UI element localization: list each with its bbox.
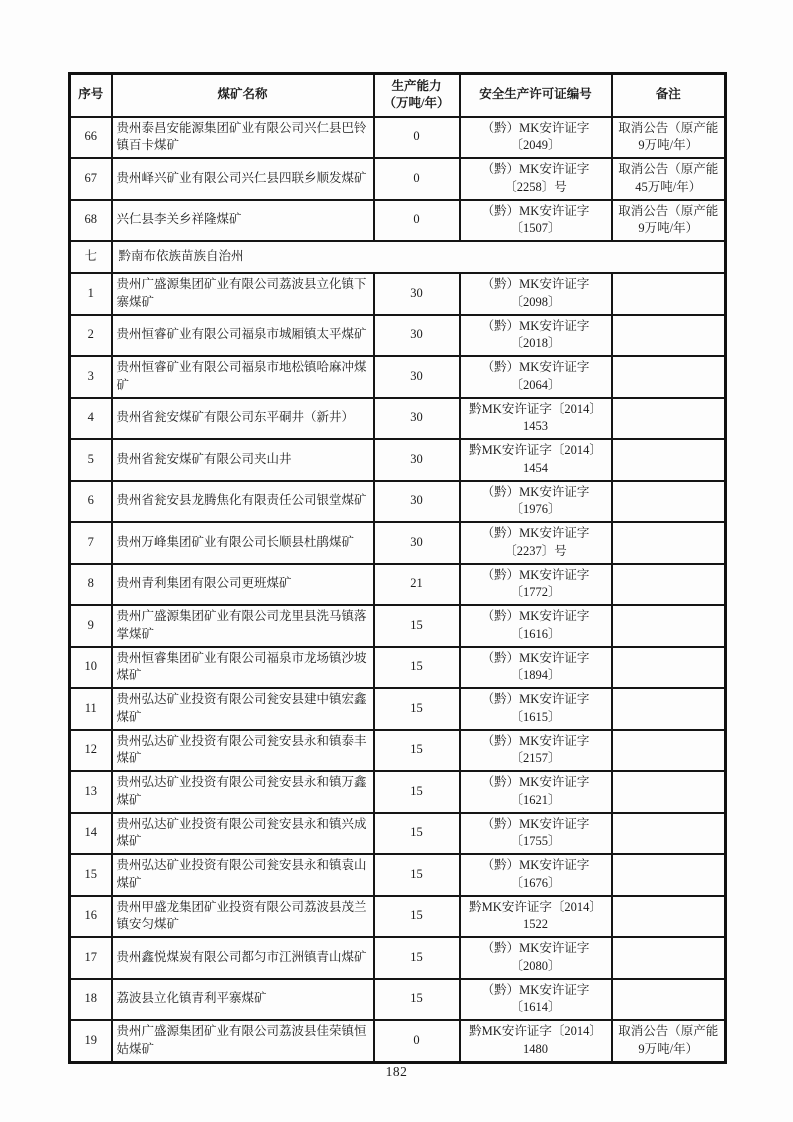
license-number: （黔）MK安许证字〔1976〕 xyxy=(460,481,612,523)
row-index: 17 xyxy=(70,937,112,979)
capacity-value: 15 xyxy=(374,730,460,772)
table-header-row xyxy=(70,74,726,117)
row-index: 1 xyxy=(70,273,112,315)
header-capacity xyxy=(374,74,460,117)
license-number: （黔）MK安许证字〔2258〕号 xyxy=(460,158,612,200)
capacity-value: 15 xyxy=(374,854,460,896)
license-number: （黔）MK安许证字〔1755〕 xyxy=(460,813,612,855)
license-number: （黔）MK安许证字〔2064〕 xyxy=(460,356,612,398)
remark-text xyxy=(612,522,726,564)
mine-name: 贵州广盛源集团矿业有限公司龙里县洗马镇落掌煤矿 xyxy=(112,605,374,647)
table-row xyxy=(70,481,726,523)
row-index: 11 xyxy=(70,688,112,730)
license-number: 黔MK安许证字〔2014〕1522 xyxy=(460,896,612,938)
capacity-value: 21 xyxy=(374,564,460,606)
license-number: （黔）MK安许证字〔1621〕 xyxy=(460,771,612,813)
row-index: 4 xyxy=(70,398,112,440)
remark-text xyxy=(612,398,726,440)
remark-text xyxy=(612,896,726,938)
capacity-value: 30 xyxy=(374,522,460,564)
table-row xyxy=(70,117,726,159)
row-index: 19 xyxy=(70,1020,112,1062)
table-row xyxy=(70,688,726,730)
mine-name: 贵州省瓮安煤矿有限公司东平硐井（新井） xyxy=(112,398,374,440)
capacity-value: 30 xyxy=(374,356,460,398)
license-number: （黔）MK安许证字〔2237〕号 xyxy=(460,522,612,564)
remark-text xyxy=(612,356,726,398)
row-index: 18 xyxy=(70,979,112,1021)
row-index: 3 xyxy=(70,356,112,398)
license-number: （黔）MK安许证字〔1616〕 xyxy=(460,605,612,647)
capacity-value: 15 xyxy=(374,647,460,689)
table-row xyxy=(70,1020,726,1062)
row-index: 14 xyxy=(70,813,112,855)
table-row xyxy=(70,605,726,647)
mine-name: 贵州广盛源集团矿业有限公司荔波县佳荣镇恒姑煤矿 xyxy=(112,1020,374,1062)
remark-text xyxy=(612,771,726,813)
table-row xyxy=(70,937,726,979)
row-index: 15 xyxy=(70,854,112,896)
capacity-value: 30 xyxy=(374,481,460,523)
mine-name: 贵州弘达矿业投资有限公司瓮安县建中镇宏鑫煤矿 xyxy=(112,688,374,730)
table-row xyxy=(70,896,726,938)
header-remark: 备注 xyxy=(612,74,726,117)
table-row xyxy=(70,398,726,440)
capacity-value: 15 xyxy=(374,605,460,647)
row-index: 5 xyxy=(70,439,112,481)
capacity-value: 30 xyxy=(374,315,460,357)
license-number: 黔MK安许证字〔2014〕1480 xyxy=(460,1020,612,1062)
row-index: 66 xyxy=(70,117,112,159)
license-number: （黔）MK安许证字〔1676〕 xyxy=(460,854,612,896)
row-index: 10 xyxy=(70,647,112,689)
license-number: （黔）MK安许证字〔1894〕 xyxy=(460,647,612,689)
mine-name: 贵州省瓮安县龙腾焦化有限责任公司银堂煤矿 xyxy=(112,481,374,523)
license-number: （黔）MK安许证字〔1772〕 xyxy=(460,564,612,606)
remark-text: 取消公告（原产能9万吨/年） xyxy=(612,200,726,242)
license-number: （黔）MK安许证字〔2157〕 xyxy=(460,730,612,772)
header-license: 安全生产许可证编号 xyxy=(460,74,612,117)
mine-name: 贵州泰昌安能源集团矿业有限公司兴仁县巴铃镇百卡煤矿 xyxy=(112,117,374,159)
table-row xyxy=(70,158,726,200)
row-index: 7 xyxy=(70,522,112,564)
mine-name: 荔波县立化镇青利平寨煤矿 xyxy=(112,979,374,1021)
table-row xyxy=(70,979,726,1021)
remark-text xyxy=(612,688,726,730)
table-row xyxy=(70,356,726,398)
coal-mine-table xyxy=(68,72,727,1064)
mine-name: 贵州弘达矿业投资有限公司瓮安县永和镇万鑫煤矿 xyxy=(112,771,374,813)
mine-name: 贵州青利集团有限公司更班煤矿 xyxy=(112,564,374,606)
table-row xyxy=(70,647,726,689)
capacity-value: 15 xyxy=(374,979,460,1021)
license-number: （黔）MK安许证字〔2098〕 xyxy=(460,273,612,315)
table-row xyxy=(70,315,726,357)
capacity-value: 15 xyxy=(374,896,460,938)
table-row xyxy=(70,439,726,481)
remark-text xyxy=(612,605,726,647)
mine-name: 贵州恒睿矿业有限公司福泉市地松镇哈麻冲煤矿 xyxy=(112,356,374,398)
table-row xyxy=(70,813,726,855)
header-capacity-line2: （万吨/年） xyxy=(383,96,450,111)
capacity-value: 30 xyxy=(374,439,460,481)
remark-text xyxy=(612,273,726,315)
license-number: （黔）MK安许证字〔1507〕 xyxy=(460,200,612,242)
remark-text xyxy=(612,564,726,606)
mine-name: 贵州弘达矿业投资有限公司瓮安县永和镇泰丰煤矿 xyxy=(112,730,374,772)
row-index: 2 xyxy=(70,315,112,357)
remark-text: 取消公告（原产能45万吨/年） xyxy=(612,158,726,200)
remark-text xyxy=(612,937,726,979)
mine-name: 贵州弘达矿业投资有限公司瓮安县永和镇兴成煤矿 xyxy=(112,813,374,855)
remark-text xyxy=(612,481,726,523)
table-body xyxy=(70,117,726,1063)
capacity-value: 0 xyxy=(374,200,460,242)
license-number: （黔）MK安许证字〔1614〕 xyxy=(460,979,612,1021)
row-index: 8 xyxy=(70,564,112,606)
row-index: 13 xyxy=(70,771,112,813)
remark-text: 取消公告（原产能9万吨/年） xyxy=(612,1020,726,1062)
license-number: （黔）MK安许证字〔2049〕 xyxy=(460,117,612,159)
mine-name: 贵州恒睿集团矿业有限公司福泉市龙场镇沙坡煤矿 xyxy=(112,647,374,689)
mine-name: 贵州恒睿矿业有限公司福泉市城厢镇太平煤矿 xyxy=(112,315,374,357)
mine-name: 贵州峄兴矿业有限公司兴仁县四联乡顺发煤矿 xyxy=(112,158,374,200)
license-number: 黔MK安许证字〔2014〕1453 xyxy=(460,398,612,440)
table-row xyxy=(70,771,726,813)
mine-name: 贵州甲盛龙集团矿业投资有限公司荔波县茂兰镇安匀煤矿 xyxy=(112,896,374,938)
license-number: （黔）MK安许证字〔1615〕 xyxy=(460,688,612,730)
row-index: 68 xyxy=(70,200,112,242)
table-row xyxy=(70,564,726,606)
header-index: 序号 xyxy=(70,74,112,117)
remark-text xyxy=(612,315,726,357)
remark-text: 取消公告（原产能9万吨/年） xyxy=(612,117,726,159)
table-row xyxy=(70,854,726,896)
mine-name: 贵州万峰集团矿业有限公司长顺县杜鹃煤矿 xyxy=(112,522,374,564)
header-capacity-line1: 生产能力 xyxy=(391,78,442,93)
capacity-value: 0 xyxy=(374,117,460,159)
row-index: 9 xyxy=(70,605,112,647)
row-index: 16 xyxy=(70,896,112,938)
mine-name: 贵州广盛源集团矿业有限公司荔波县立化镇下寨煤矿 xyxy=(112,273,374,315)
remark-text xyxy=(612,813,726,855)
capacity-value: 15 xyxy=(374,771,460,813)
row-index: 6 xyxy=(70,481,112,523)
remark-text xyxy=(612,979,726,1021)
header-mine-name: 煤矿名称 xyxy=(112,74,374,117)
capacity-value: 30 xyxy=(374,273,460,315)
mine-name: 贵州鑫悦煤炭有限公司都匀市江洲镇青山煤矿 xyxy=(112,937,374,979)
section-index: 七 xyxy=(70,241,112,273)
capacity-value: 15 xyxy=(374,688,460,730)
table-row xyxy=(70,200,726,242)
license-number: （黔）MK安许证字〔2018〕 xyxy=(460,315,612,357)
page-number: 182 xyxy=(385,1064,408,1079)
license-number: （黔）MK安许证字〔2080〕 xyxy=(460,937,612,979)
table-row xyxy=(70,730,726,772)
section-title: 黔南布依族苗族自治州 xyxy=(112,241,726,273)
table-row xyxy=(70,273,726,315)
mine-name: 兴仁县李关乡祥隆煤矿 xyxy=(112,200,374,242)
capacity-value: 0 xyxy=(374,158,460,200)
section-row xyxy=(70,241,726,273)
remark-text xyxy=(612,647,726,689)
table-row xyxy=(70,522,726,564)
remark-text xyxy=(612,730,726,772)
capacity-value: 30 xyxy=(374,398,460,440)
license-number: 黔MK安许证字〔2014〕1454 xyxy=(460,439,612,481)
remark-text xyxy=(612,439,726,481)
row-index: 12 xyxy=(70,730,112,772)
capacity-value: 15 xyxy=(374,813,460,855)
mine-name: 贵州弘达矿业投资有限公司瓮安县永和镇袁山煤矿 xyxy=(112,854,374,896)
capacity-value: 15 xyxy=(374,937,460,979)
remark-text xyxy=(612,854,726,896)
capacity-value: 0 xyxy=(374,1020,460,1062)
mine-name: 贵州省瓮安煤矿有限公司夹山井 xyxy=(112,439,374,481)
row-index: 67 xyxy=(70,158,112,200)
